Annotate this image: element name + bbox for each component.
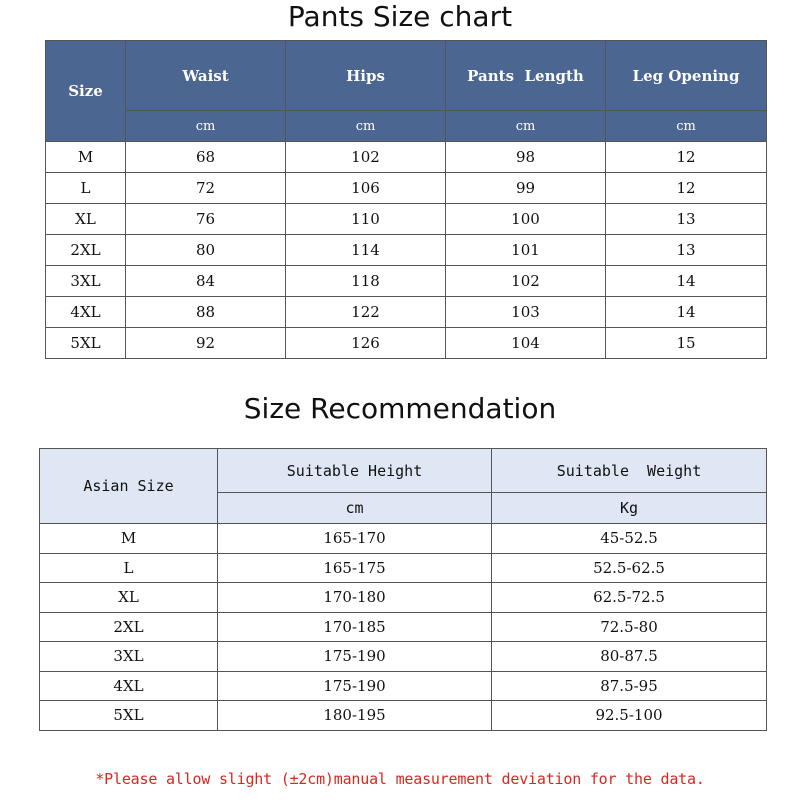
asian-size-cell: 5XL: [40, 701, 218, 731]
height-unit: cm: [218, 493, 492, 524]
leg-opening-column-header: Leg Opening: [606, 41, 767, 111]
table-row: [40, 583, 767, 613]
table-row: [40, 671, 767, 701]
asian-size-cell: 3XL: [40, 642, 218, 672]
size-cell: 3XL: [46, 266, 126, 297]
asian-size-cell: 2XL: [40, 612, 218, 642]
weight-cell: 72.5-80: [492, 612, 767, 642]
weight-cell: 45-52.5: [492, 524, 767, 554]
pants-size-table: [45, 40, 767, 359]
leg-opening-cell: 14: [606, 297, 767, 328]
size-cell: 5XL: [46, 328, 126, 359]
size-recommendation-table: [39, 448, 767, 731]
hips-cell: 110: [286, 204, 446, 235]
hips-cell: 102: [286, 142, 446, 173]
hips-cell: 106: [286, 173, 446, 204]
waist-unit: cm: [126, 111, 286, 142]
size-recommendation-title: Size Recommendation: [243, 392, 557, 425]
waist-cell: 88: [126, 297, 286, 328]
height-cell: 165-175: [218, 553, 492, 583]
height-cell: 175-190: [218, 642, 492, 672]
pants-length-cell: 101: [446, 235, 606, 266]
pants-length-cell: 100: [446, 204, 606, 235]
height-cell: 175-190: [218, 671, 492, 701]
size-column-header: Size: [46, 41, 126, 142]
suitable-height-column-header: Suitable Height: [218, 449, 492, 493]
leg-opening-cell: 13: [606, 235, 767, 266]
asian-size-cell: 4XL: [40, 671, 218, 701]
weight-cell: 87.5-95: [492, 671, 767, 701]
table-row: [46, 235, 767, 266]
waist-cell: 92: [126, 328, 286, 359]
size-cell: M: [46, 142, 126, 173]
suitable-weight-column-header: Suitable Weight: [492, 449, 767, 493]
table-row: [40, 524, 767, 554]
hips-cell: 126: [286, 328, 446, 359]
size-cell: 4XL: [46, 297, 126, 328]
height-cell: 170-185: [218, 612, 492, 642]
weight-cell: 80-87.5: [492, 642, 767, 672]
table-row: [46, 204, 767, 235]
pants-length-cell: 98: [446, 142, 606, 173]
pants-length-unit: cm: [446, 111, 606, 142]
weight-unit: Kg: [492, 493, 767, 524]
table-row: [46, 266, 767, 297]
weight-cell: 62.5-72.5: [492, 583, 767, 613]
hips-cell: 114: [286, 235, 446, 266]
leg-opening-cell: 15: [606, 328, 767, 359]
waist-cell: 72: [126, 173, 286, 204]
hips-cell: 122: [286, 297, 446, 328]
waist-cell: 84: [126, 266, 286, 297]
height-cell: 180-195: [218, 701, 492, 731]
pants-size-chart-title: Pants Size chart: [287, 0, 513, 33]
asian-size-cell: M: [40, 524, 218, 554]
table-row: [46, 297, 767, 328]
asian-size-cell: XL: [40, 583, 218, 613]
weight-cell: 92.5-100: [492, 701, 767, 731]
measurement-deviation-note: *Please allow slight (±2cm)manual measurement deviation for the data.: [95, 770, 705, 788]
waist-cell: 76: [126, 204, 286, 235]
table-row: [40, 553, 767, 583]
table-row: [46, 173, 767, 204]
pants-length-cell: 102: [446, 266, 606, 297]
waist-column-header: Waist: [126, 41, 286, 111]
hips-column-header: Hips: [286, 41, 446, 111]
pants-length-column-header: Pants Length: [446, 41, 606, 111]
table-row: [46, 328, 767, 359]
size-cell: XL: [46, 204, 126, 235]
size-cell: 2XL: [46, 235, 126, 266]
pants-length-cell: 103: [446, 297, 606, 328]
hips-cell: 118: [286, 266, 446, 297]
leg-opening-unit: cm: [606, 111, 767, 142]
table-row: [40, 642, 767, 672]
size-cell: L: [46, 173, 126, 204]
height-cell: 165-170: [218, 524, 492, 554]
leg-opening-cell: 14: [606, 266, 767, 297]
asian-size-cell: L: [40, 553, 218, 583]
table-row: [46, 142, 767, 173]
waist-cell: 68: [126, 142, 286, 173]
weight-cell: 52.5-62.5: [492, 553, 767, 583]
waist-cell: 80: [126, 235, 286, 266]
height-cell: 170-180: [218, 583, 492, 613]
leg-opening-cell: 12: [606, 142, 767, 173]
table-row: [40, 701, 767, 731]
leg-opening-cell: 13: [606, 204, 767, 235]
asian-size-column-header: Asian Size: [40, 449, 218, 524]
leg-opening-cell: 12: [606, 173, 767, 204]
pants-length-cell: 104: [446, 328, 606, 359]
pants-length-cell: 99: [446, 173, 606, 204]
table-row: [40, 612, 767, 642]
hips-unit: cm: [286, 111, 446, 142]
